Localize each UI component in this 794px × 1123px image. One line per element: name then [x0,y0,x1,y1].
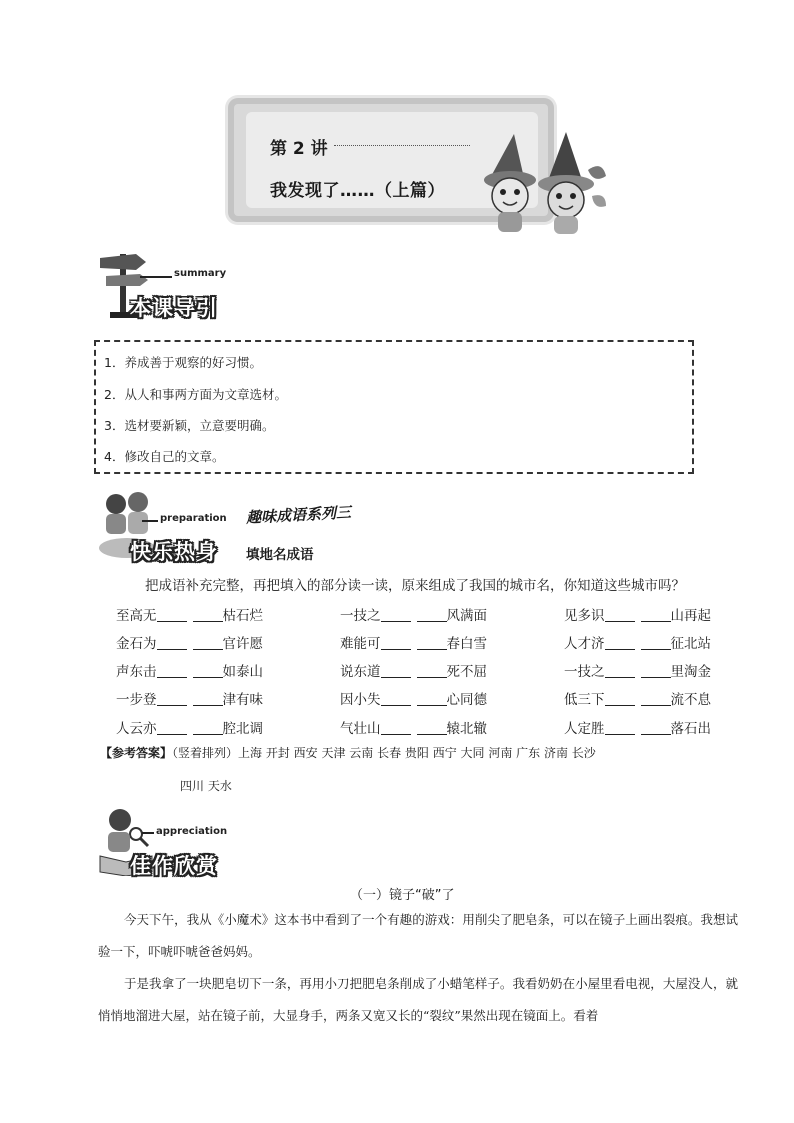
essay-paragraph: 今天下午，我从《小魔术》这本书中看到了一个有趣的游戏：用削尖了肥皂条，可以在镜子上画出裂痕。我想试验一下，吓唬吓唬爸爸妈妈。 [98,912,738,959]
idiom-item [340,604,487,624]
answer-blank[interactable] [605,608,635,623]
answer-line [100,744,596,761]
answer-blank[interactable] [641,636,671,651]
answer-blank[interactable] [193,608,223,623]
idiom-first-part: 因小失 [340,692,381,708]
mascot-illustration [470,130,610,234]
answer-blank[interactable] [157,636,187,651]
answer-blank[interactable] [641,721,671,736]
exercise-intro: 把成语补充完整，再把填入的部分读一读，原来组成了我国的城市名，你知道这些城市吗？ [145,578,685,594]
answer-blank[interactable] [417,721,447,736]
series-title: 趣味成语系列三 [245,503,352,527]
answer-text: （竖着排列）上海 开封 西安 天津 云南 长春 贵阳 西宁 大同 河南 广东 济南 长沙 [172,746,596,760]
answer-blank[interactable] [417,664,447,679]
summary-item: 4．修改自己的文章。 [104,449,225,464]
idiom-first-part: 声东击 [116,664,157,680]
summary-header-en: summary [174,268,227,279]
answer-blank[interactable] [605,664,635,679]
idiom-first-part: 说东道 [340,664,381,680]
lesson-number: 第 2 讲 [270,139,328,159]
appreciation-header-line [142,832,154,834]
preparation-header-line [142,520,158,522]
idiom-second-part: 里淘金 [670,664,711,680]
answer-blank[interactable] [157,721,187,736]
answer-blank[interactable] [417,692,447,707]
answer-blank[interactable] [605,721,635,736]
answer-blank[interactable] [193,721,223,736]
exercise-subtitle: 填地名成语 [246,547,314,563]
answer-blank[interactable] [157,692,187,707]
idiom-item [564,660,711,680]
idiom-second-part: 山再起 [670,608,711,624]
idiom-second-part: 津有味 [222,692,263,708]
appreciation-header-en: appreciation [156,826,228,837]
preparation-header-cn: 快乐热身 [130,540,218,564]
answer-blank[interactable] [381,636,411,651]
summary-header-cn: 本课导引 [130,296,218,320]
answer-blank[interactable] [193,664,223,679]
answer-blank[interactable] [381,692,411,707]
idiom-second-part: 心同德 [446,692,487,708]
idiom-first-part: 气壮山 [340,721,381,737]
idiom-item [116,660,263,680]
answer-blank[interactable] [157,608,187,623]
answer-blank[interactable] [605,636,635,651]
idiom-second-part: 辕北辙 [446,721,487,737]
idiom-second-part: 春白雪 [446,636,487,652]
answer-blank[interactable] [641,692,671,707]
idiom-first-part: 难能可 [340,636,381,652]
answer-blank[interactable] [641,608,671,623]
essay-title: （一）镜子“破”了 [350,888,455,903]
idiom-first-part: 人才济 [564,636,605,652]
idiom-item [116,604,263,624]
idiom-item [564,717,711,737]
idiom-first-part: 金石为 [116,636,157,652]
lesson-divider [334,145,470,146]
answer-blank[interactable] [641,664,671,679]
answer-blank[interactable] [157,664,187,679]
idiom-first-part: 人定胜 [564,721,605,737]
essay-paragraph: 于是我拿了一块肥皂切下一条，再用小刀把肥皂条削成了小蜡笔样子。我看奶奶在小屋里看电视，大屋没人，就悄悄地溜进大屋，站在镜子前，大显身手，两条又宽又长的“裂纹”果然出现在镜面上。看着 [98,976,738,1023]
idiom-first-part: 见多识 [564,608,605,624]
appreciation-header-cn: 佳作欣赏 [130,854,218,878]
idiom-second-part: 枯石烂 [222,608,263,624]
idiom-item [340,632,487,652]
answer-blank[interactable] [417,636,447,651]
answer-continuation: 四川 天水 [180,779,232,793]
preparation-header-en: preparation [160,513,227,524]
idiom-item [340,688,487,708]
lesson-title: 我发现了……（上篇） [270,181,445,201]
idiom-item [116,688,263,708]
summary-item: 3．选材要新颖，立意要明确。 [104,418,275,433]
answer-blank[interactable] [417,608,447,623]
answer-blank[interactable] [193,636,223,651]
idiom-item [340,660,487,680]
idiom-first-part: 一步登 [116,692,157,708]
idiom-item [564,632,711,652]
summary-item: 2．从人和事两方面为文章选材。 [104,387,287,402]
idiom-first-part: 至高无 [116,608,157,624]
idiom-second-part: 官许愿 [222,636,263,652]
idiom-second-part: 死不屈 [446,664,487,680]
idiom-item [116,717,263,737]
idiom-first-part: 一技之 [340,608,381,624]
idiom-second-part: 风满面 [446,608,487,624]
idiom-first-part: 低三下 [564,692,605,708]
answer-blank[interactable] [605,692,635,707]
answer-blank[interactable] [193,692,223,707]
answer-blank[interactable] [381,721,411,736]
idiom-second-part: 如泰山 [222,664,263,680]
idiom-first-part: 人云亦 [116,721,157,737]
summary-item: 1．养成善于观察的好习惯。 [104,355,262,370]
idiom-item [564,688,711,708]
idiom-item [116,632,263,652]
answer-blank[interactable] [381,664,411,679]
idiom-second-part: 流不息 [670,692,711,708]
idiom-item [340,717,487,737]
summary-header-line [140,276,172,278]
idiom-second-part: 征北站 [670,636,711,652]
idiom-second-part: 腔北调 [222,721,263,737]
answer-label: 【参考答案】 [100,746,173,760]
answer-blank[interactable] [381,608,411,623]
idiom-first-part: 一技之 [564,664,605,680]
idiom-second-part: 落石出 [670,721,711,737]
idiom-item [564,604,711,624]
